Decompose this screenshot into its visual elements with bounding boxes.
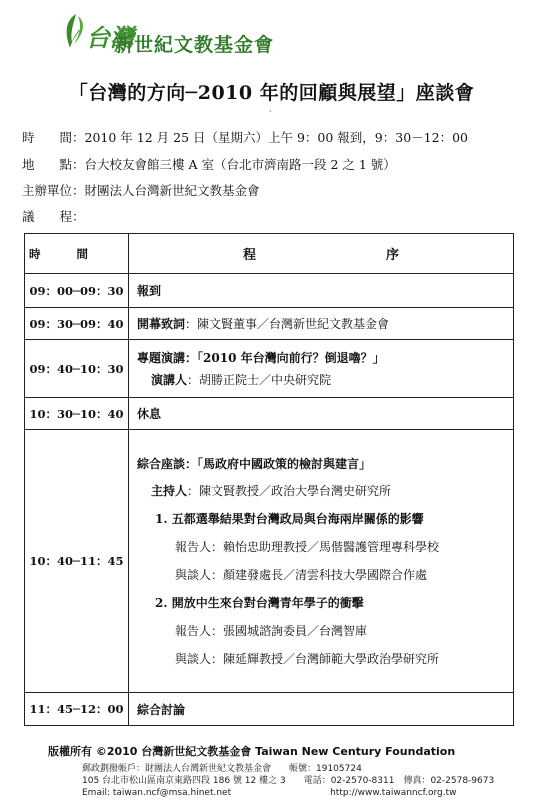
- keynote-topic: ：「2010 年台灣向前行？倒退嚕？」: [185, 350, 385, 365]
- subtopic-1-reporter: 報告人：賴怡忠助理教授／馬偕醫護管理專科學校: [175, 539, 440, 554]
- logo-script-text: 台灣: [86, 23, 134, 52]
- opening-detail: ：陳文賢董事／台灣新世紀文教基金會: [185, 317, 390, 331]
- decorative-dot: ·: [269, 107, 272, 116]
- row-program: 綜合討論: [129, 693, 514, 726]
- host-value: 財團法人台灣新世紀文教基金會: [84, 183, 260, 198]
- speaker-label: 演講人: [151, 372, 188, 387]
- row-program: 報到: [129, 274, 514, 308]
- time-label: 時 間：: [22, 130, 85, 145]
- subtopic-2-reporter: 報告人：張國城諮詢委員／台灣智庫: [175, 623, 368, 638]
- footer-contact: Email: taiwan.ncf@msa.hinet.net http://www.taiwanncf.org.tw: [82, 788, 457, 798]
- info-time: [22, 128, 468, 146]
- table-row: [25, 340, 514, 398]
- row-time: 10：40─11：45: [25, 430, 129, 693]
- agenda-label: 議 程：: [22, 209, 85, 224]
- footer-postal-account: 郵政劃撥帳戶：財團法人台灣新世紀文教基金會 帳號：19105724: [82, 764, 362, 774]
- keynote-label: 專題演講: [137, 350, 186, 365]
- logo-name: 新世紀文教基金會: [114, 34, 275, 56]
- info-host: [22, 181, 260, 199]
- subtopic-2-discussant: 與談人：陳延輝教授／台灣師範大學政治學研究所: [175, 651, 440, 666]
- time-value: 2010 年 12 月 25 日（星期六）上午 9：00 報到，9：30－12：00: [84, 130, 468, 145]
- table-row: [25, 693, 514, 726]
- row-time: 09：30─09：40: [25, 308, 129, 340]
- foundation-logo: [62, 12, 282, 58]
- place-label: 地 點：: [22, 157, 85, 172]
- row-time: 10：30─10：40: [25, 398, 129, 430]
- table-header-row: [25, 234, 514, 274]
- subtopic-1: 1. 五都選舉結果對台灣政局與台海兩岸關係的影響: [155, 511, 424, 526]
- subtopic-1-discussant: 與談人：顏建發處長／清雲科技大學國際合作處: [175, 567, 428, 582]
- table-row: [25, 398, 514, 430]
- copyright-line: 版權所有 ©2010 台灣新世紀文教基金會 Taiwan New Century Foundation: [48, 745, 456, 758]
- panel-label: 綜合座談: [137, 456, 186, 471]
- speaker-detail: ：胡勝正院士／中央研究院: [187, 372, 332, 387]
- place-value: 台大校友會館三樓 A 室（台北市濟南路一段 2 之 1 號）: [84, 157, 396, 172]
- opening-label: 開幕致詞: [137, 317, 186, 331]
- row-program: [129, 340, 514, 398]
- subtopic-2: 2. 開放中生來台對台灣青年學子的衝擊: [155, 595, 364, 610]
- table-row: [25, 308, 514, 340]
- header-time: 時間: [25, 234, 129, 274]
- table-row: [25, 430, 514, 693]
- moderator-detail: ：陳文賢教授／政治大學台灣史研究所: [187, 483, 392, 498]
- row-time: 09：00─09：30: [25, 274, 129, 308]
- moderator-label: 主持人: [151, 483, 188, 498]
- row-program: 休息: [129, 398, 514, 430]
- panel-topic: ：「馬政府中國政策的檢討與建言」: [185, 456, 372, 471]
- footer-address: 105 台北市松山區南京東路四段 186 號 12 樓之 3 電話：02-2570-8311 傳真：02-2578-9673: [82, 776, 495, 786]
- row-program: [129, 430, 514, 693]
- row-program: [129, 308, 514, 340]
- header-program: 程 序: [129, 234, 514, 274]
- table-row: [25, 274, 514, 308]
- row-time: 11：45─12：00: [25, 693, 129, 726]
- host-label: 主辦單位：: [22, 183, 85, 198]
- info-agenda: [22, 207, 85, 225]
- schedule-table: [24, 233, 514, 726]
- info-place: [22, 155, 396, 173]
- page-title: 「台灣的方向─2010 年的回顧與展望」座談會: [68, 82, 475, 104]
- row-time: 09：40─10：30: [25, 340, 129, 398]
